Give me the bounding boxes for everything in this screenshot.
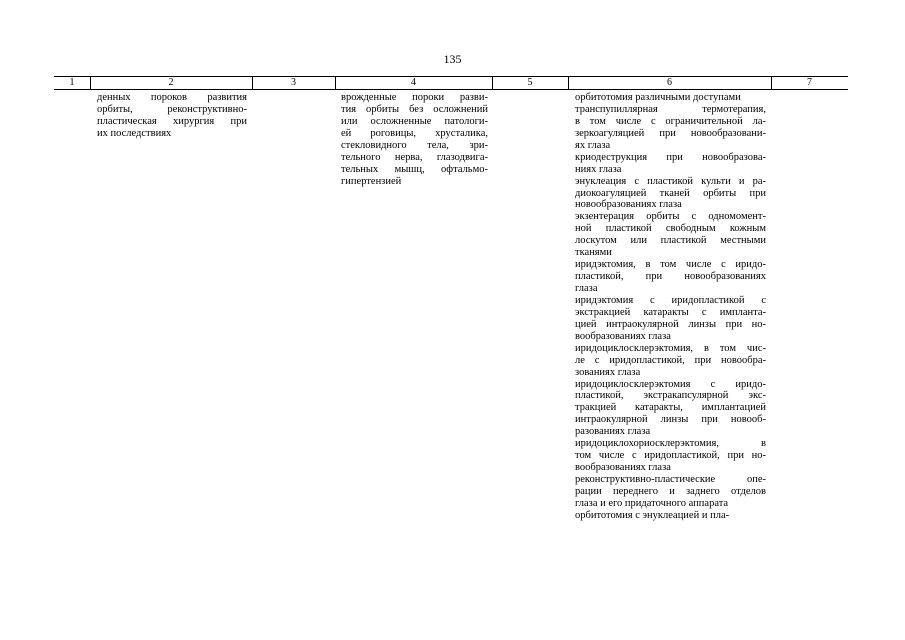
text-line: пластикой, экстракапсулярной экс-: [575, 390, 766, 402]
column-number-7: 7: [807, 77, 812, 88]
text-line: зеркоагуляцией при новообразовани-: [575, 127, 766, 139]
text-line: тельного нерва, глазодвига-: [341, 151, 488, 163]
text-line: тракцией катаракты, имплантацией: [575, 402, 766, 414]
text-line: стекловидного тела, зри-: [341, 139, 488, 151]
text-line: тия орбиты без осложнений: [341, 103, 488, 115]
text-line: врожденные пороки разви-: [341, 92, 488, 103]
text-line: новообразованиях глаза: [575, 199, 682, 211]
text-line: гипертензией: [341, 175, 402, 187]
text-line: иридэктомия с иридопластикой с: [575, 294, 766, 306]
text-line: зованиях глаза: [575, 366, 641, 378]
text-line: глаза и его придаточного аппарата: [575, 497, 729, 509]
text-line: иридоциклосклерэктомия с иридо-: [575, 378, 766, 390]
page-number: 135: [443, 52, 462, 66]
text-line: иридоциклохориосклерэктомия, в: [575, 438, 766, 450]
text-line: том числе с иридопластикой, при но-: [575, 450, 766, 462]
text-line: ей роговицы, хрусталика,: [341, 127, 488, 139]
text-line: экзентерация орбиты с одномомент-: [575, 211, 766, 223]
text-line: орбитотомия различными доступами: [575, 92, 741, 103]
text-line: вообразованиях глаза: [575, 330, 671, 342]
table-header-bottom-rule: [54, 89, 848, 90]
text-line: иридоциклосклерэктомия, в том чис-: [575, 342, 766, 354]
column-number-3: 3: [291, 77, 296, 88]
text-line: вообразованиях глаза: [575, 462, 671, 474]
text-line: цией интраокулярной линзы при но-: [575, 318, 766, 330]
text-line: денных пороков развития: [97, 92, 247, 103]
column-number-5: 5: [527, 77, 533, 88]
text-line: рации переднего и заднего отделов: [575, 485, 766, 497]
text-line: пластическая хирургия при: [97, 115, 247, 127]
column-number-2: 2: [168, 77, 174, 88]
column-6-text: [575, 92, 766, 522]
text-line: иридэктомия, в том числе с иридо-: [575, 259, 766, 271]
column-4-text: [341, 92, 488, 188]
text-line: их последствиях: [97, 127, 172, 139]
column-number-4: 4: [411, 77, 416, 88]
text-line: в том числе с ограничительной ла-: [575, 115, 766, 127]
text-line: лоскутом или пластикой местными: [575, 235, 766, 247]
text-line: ле с иридопластикой, при новообра-: [575, 354, 766, 366]
text-line: глаза: [575, 283, 598, 294]
text-line: интраокулярной линзы при новооб-: [575, 414, 766, 426]
text-line: или осложненные патологи-: [341, 115, 488, 127]
text-line: орбитотомия с энуклеацией и пла-: [575, 509, 730, 521]
column-number-6: 6: [667, 77, 672, 88]
text-line: ниях глаза: [575, 163, 622, 175]
column-2-text: [97, 92, 247, 140]
text-line: энуклеация с пластикой культи и ра-: [575, 175, 766, 187]
text-line: разованиях глаза: [575, 426, 651, 438]
text-line: орбиты, реконструктивно-: [97, 103, 247, 115]
text-line: ной пластикой свободным кожным: [575, 223, 766, 235]
text-line: пластикой, при новообразованиях: [575, 271, 766, 283]
text-line: криодеструкция при новообразова-: [575, 151, 766, 163]
text-line: экстракцией катаракты с импланта-: [575, 306, 766, 318]
text-line: ях глаза: [575, 139, 611, 151]
text-line: реконструктивно-пластические опе-: [575, 474, 766, 485]
text-line: диокоагуляцией тканей орбиты при: [575, 187, 766, 199]
column-number-1: 1: [69, 77, 75, 88]
text-line: транспупиллярная термотерапия,: [575, 103, 766, 115]
text-line: тельных мышц, офтальмо-: [341, 163, 488, 175]
text-line: тканями: [575, 247, 612, 259]
